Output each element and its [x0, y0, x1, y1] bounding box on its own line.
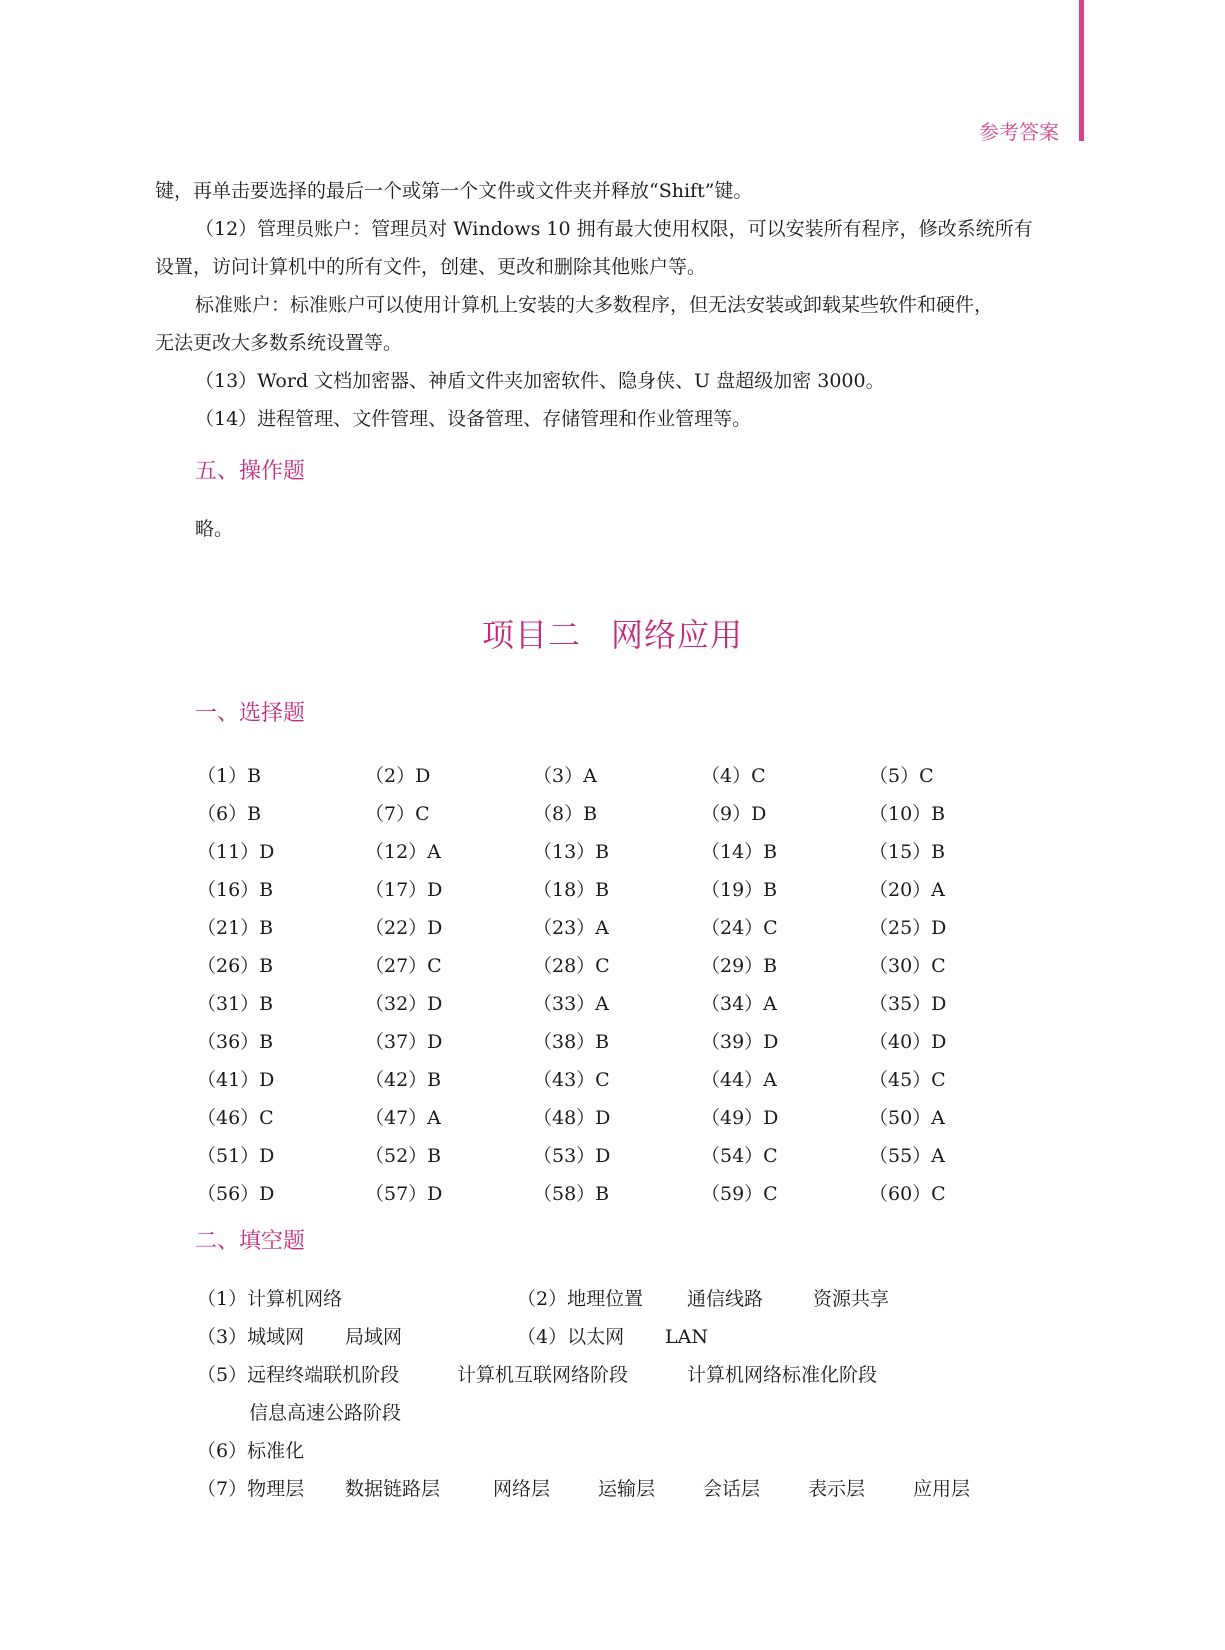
- choice-answer: （12）A: [365, 841, 441, 863]
- choice-answer: （42）B: [365, 1069, 442, 1091]
- choice-answer: （14）B: [701, 841, 778, 863]
- choice-answer: （6）B: [197, 803, 262, 825]
- choice-answer: （55）A: [869, 1145, 945, 1167]
- choice-answer: （32）D: [365, 993, 443, 1015]
- fill-answer: 会话层: [703, 1478, 761, 1500]
- choice-answer: （20）A: [869, 879, 945, 901]
- fill-answer: （3）城域网: [197, 1326, 305, 1348]
- choice-answer: （2）D: [365, 765, 431, 787]
- choice-answer: （41）D: [197, 1069, 275, 1091]
- choice-answer: （10）B: [869, 803, 946, 825]
- choice-answer: （9）D: [701, 803, 767, 825]
- fill-answer: 信息高速公路阶段: [249, 1402, 402, 1424]
- side-accent-bar: [1079, 0, 1084, 141]
- fill-answer: 数据链路层: [345, 1478, 441, 1500]
- choice-answer: （4）C: [701, 765, 766, 787]
- choice-answer: （39）D: [701, 1031, 779, 1053]
- fill-answer: （5）远程终端联机阶段: [197, 1364, 400, 1386]
- choice-answer: （35）D: [869, 993, 947, 1015]
- choice-answer: （46）C: [197, 1107, 274, 1129]
- choice-answer: （56）D: [197, 1183, 275, 1205]
- fill-answer: 计算机互联网络阶段: [457, 1364, 629, 1386]
- project-number: 项目二: [481, 616, 581, 654]
- paragraph: 无法更改大多数系统设置等。: [155, 332, 403, 354]
- fill-row: [197, 1280, 889, 1318]
- choice-answer: （3）A: [533, 765, 597, 787]
- choice-answer: （25）D: [869, 917, 947, 939]
- fill-answer: 表示层: [808, 1478, 866, 1500]
- choice-answer: （22）D: [365, 917, 443, 939]
- choice-answer: （60）C: [869, 1183, 946, 1205]
- fill-answer: 网络层: [493, 1478, 551, 1500]
- choice-answer: （51）D: [197, 1145, 275, 1167]
- paragraph: （13）Word 文档加密器、神盾文件夹加密软件、隐身侠、U 盘超级加密 3000。: [195, 370, 885, 392]
- choice-answer: （21）B: [197, 917, 274, 939]
- fill-answer: 计算机网络标准化阶段: [687, 1364, 878, 1386]
- choice-answer: （26）B: [197, 955, 274, 977]
- project-title: [0, 610, 1225, 656]
- choice-answer: （28）C: [533, 955, 610, 977]
- choice-answer: （16）B: [197, 879, 274, 901]
- choice-answer: （17）D: [365, 879, 443, 901]
- choice-answer: （57）D: [365, 1183, 443, 1205]
- choice-answer: （53）D: [533, 1145, 611, 1167]
- fill-answer: 局域网: [345, 1326, 403, 1348]
- section-heading-choice: 一、选择题: [195, 701, 306, 726]
- choice-answer: （18）B: [533, 879, 610, 901]
- choice-answer: （49）D: [701, 1107, 779, 1129]
- operation-note: 略。: [195, 518, 234, 540]
- paragraph: 键，再单击要选择的最后一个或第一个文件或文件夹并释放“Shift”键。: [155, 180, 753, 202]
- fill-answer: （1）计算机网络: [197, 1288, 343, 1310]
- paragraph: （14）进程管理、文件管理、设备管理、存储管理和作业管理等。: [195, 408, 752, 430]
- choice-answer-grid: [197, 757, 1037, 1213]
- fill-answer: （4）以太网: [517, 1326, 625, 1348]
- body-text: [155, 172, 1085, 438]
- fill-answer: 应用层: [913, 1478, 971, 1500]
- fill-row: [197, 1432, 304, 1470]
- fill-answer: （2）地理位置: [517, 1288, 644, 1310]
- choice-answer: （24）C: [701, 917, 778, 939]
- choice-answer: （30）C: [869, 955, 946, 977]
- section-heading-fill: 二、填空题: [195, 1229, 306, 1254]
- paragraph: 设置，访问计算机中的所有文件，创建、更改和删除其他账户等。: [155, 256, 707, 278]
- choice-answer: （19）B: [701, 879, 778, 901]
- choice-answer: （43）C: [533, 1069, 610, 1091]
- running-head: 参考答案: [979, 120, 1059, 144]
- choice-answer: （11）D: [197, 841, 275, 863]
- fill-answer: （6）标准化: [197, 1440, 305, 1462]
- fill-row: [197, 1356, 877, 1394]
- choice-answer: （38）B: [533, 1031, 610, 1053]
- choice-answer: （50）A: [869, 1107, 945, 1129]
- choice-answer: （29）B: [701, 955, 778, 977]
- choice-answer: （13）B: [533, 841, 610, 863]
- choice-answer: （52）B: [365, 1145, 442, 1167]
- choice-answer: （8）B: [533, 803, 598, 825]
- fill-row: [197, 1470, 970, 1508]
- paragraph: 标准账户：标准账户可以使用计算机上安装的大多数程序，但无法安装或卸载某些软件和硬件，: [195, 294, 994, 316]
- choice-answer: （54）C: [701, 1145, 778, 1167]
- choice-answer: （48）D: [533, 1107, 611, 1129]
- fill-answer: 资源共享: [813, 1288, 890, 1310]
- choice-answer: （40）D: [869, 1031, 947, 1053]
- choice-answer: （47）A: [365, 1107, 441, 1129]
- fill-row: [249, 1394, 401, 1432]
- paragraph: （12）管理员账户：管理员对 Windows 10 拥有最大使用权限，可以安装所有程序，修改系统所有: [195, 218, 1033, 240]
- choice-answer: （34）A: [701, 993, 777, 1015]
- choice-answer: （15）B: [869, 841, 946, 863]
- fill-answer: （7）物理层: [197, 1478, 305, 1500]
- choice-answer: （27）C: [365, 955, 442, 977]
- fill-answer: 通信线路: [687, 1288, 764, 1310]
- choice-answer: （7）C: [365, 803, 430, 825]
- choice-answer: （36）B: [197, 1031, 274, 1053]
- choice-answer: （5）C: [869, 765, 934, 787]
- choice-answer: （37）D: [365, 1031, 443, 1053]
- choice-answer: （31）B: [197, 993, 274, 1015]
- choice-answer: （33）A: [533, 993, 609, 1015]
- choice-answer: （59）C: [701, 1183, 778, 1205]
- choice-answer: （44）A: [701, 1069, 777, 1091]
- fill-row: [197, 1318, 708, 1356]
- project-name: 网络应用: [611, 616, 744, 654]
- fill-answer: 运输层: [598, 1478, 656, 1500]
- fill-answer: LAN: [665, 1326, 708, 1348]
- choice-answer: （23）A: [533, 917, 609, 939]
- choice-answer: （1）B: [197, 765, 262, 787]
- choice-answer: （45）C: [869, 1069, 946, 1091]
- section-heading-operation: 五、操作题: [195, 459, 306, 484]
- choice-answer: （58）B: [533, 1183, 610, 1205]
